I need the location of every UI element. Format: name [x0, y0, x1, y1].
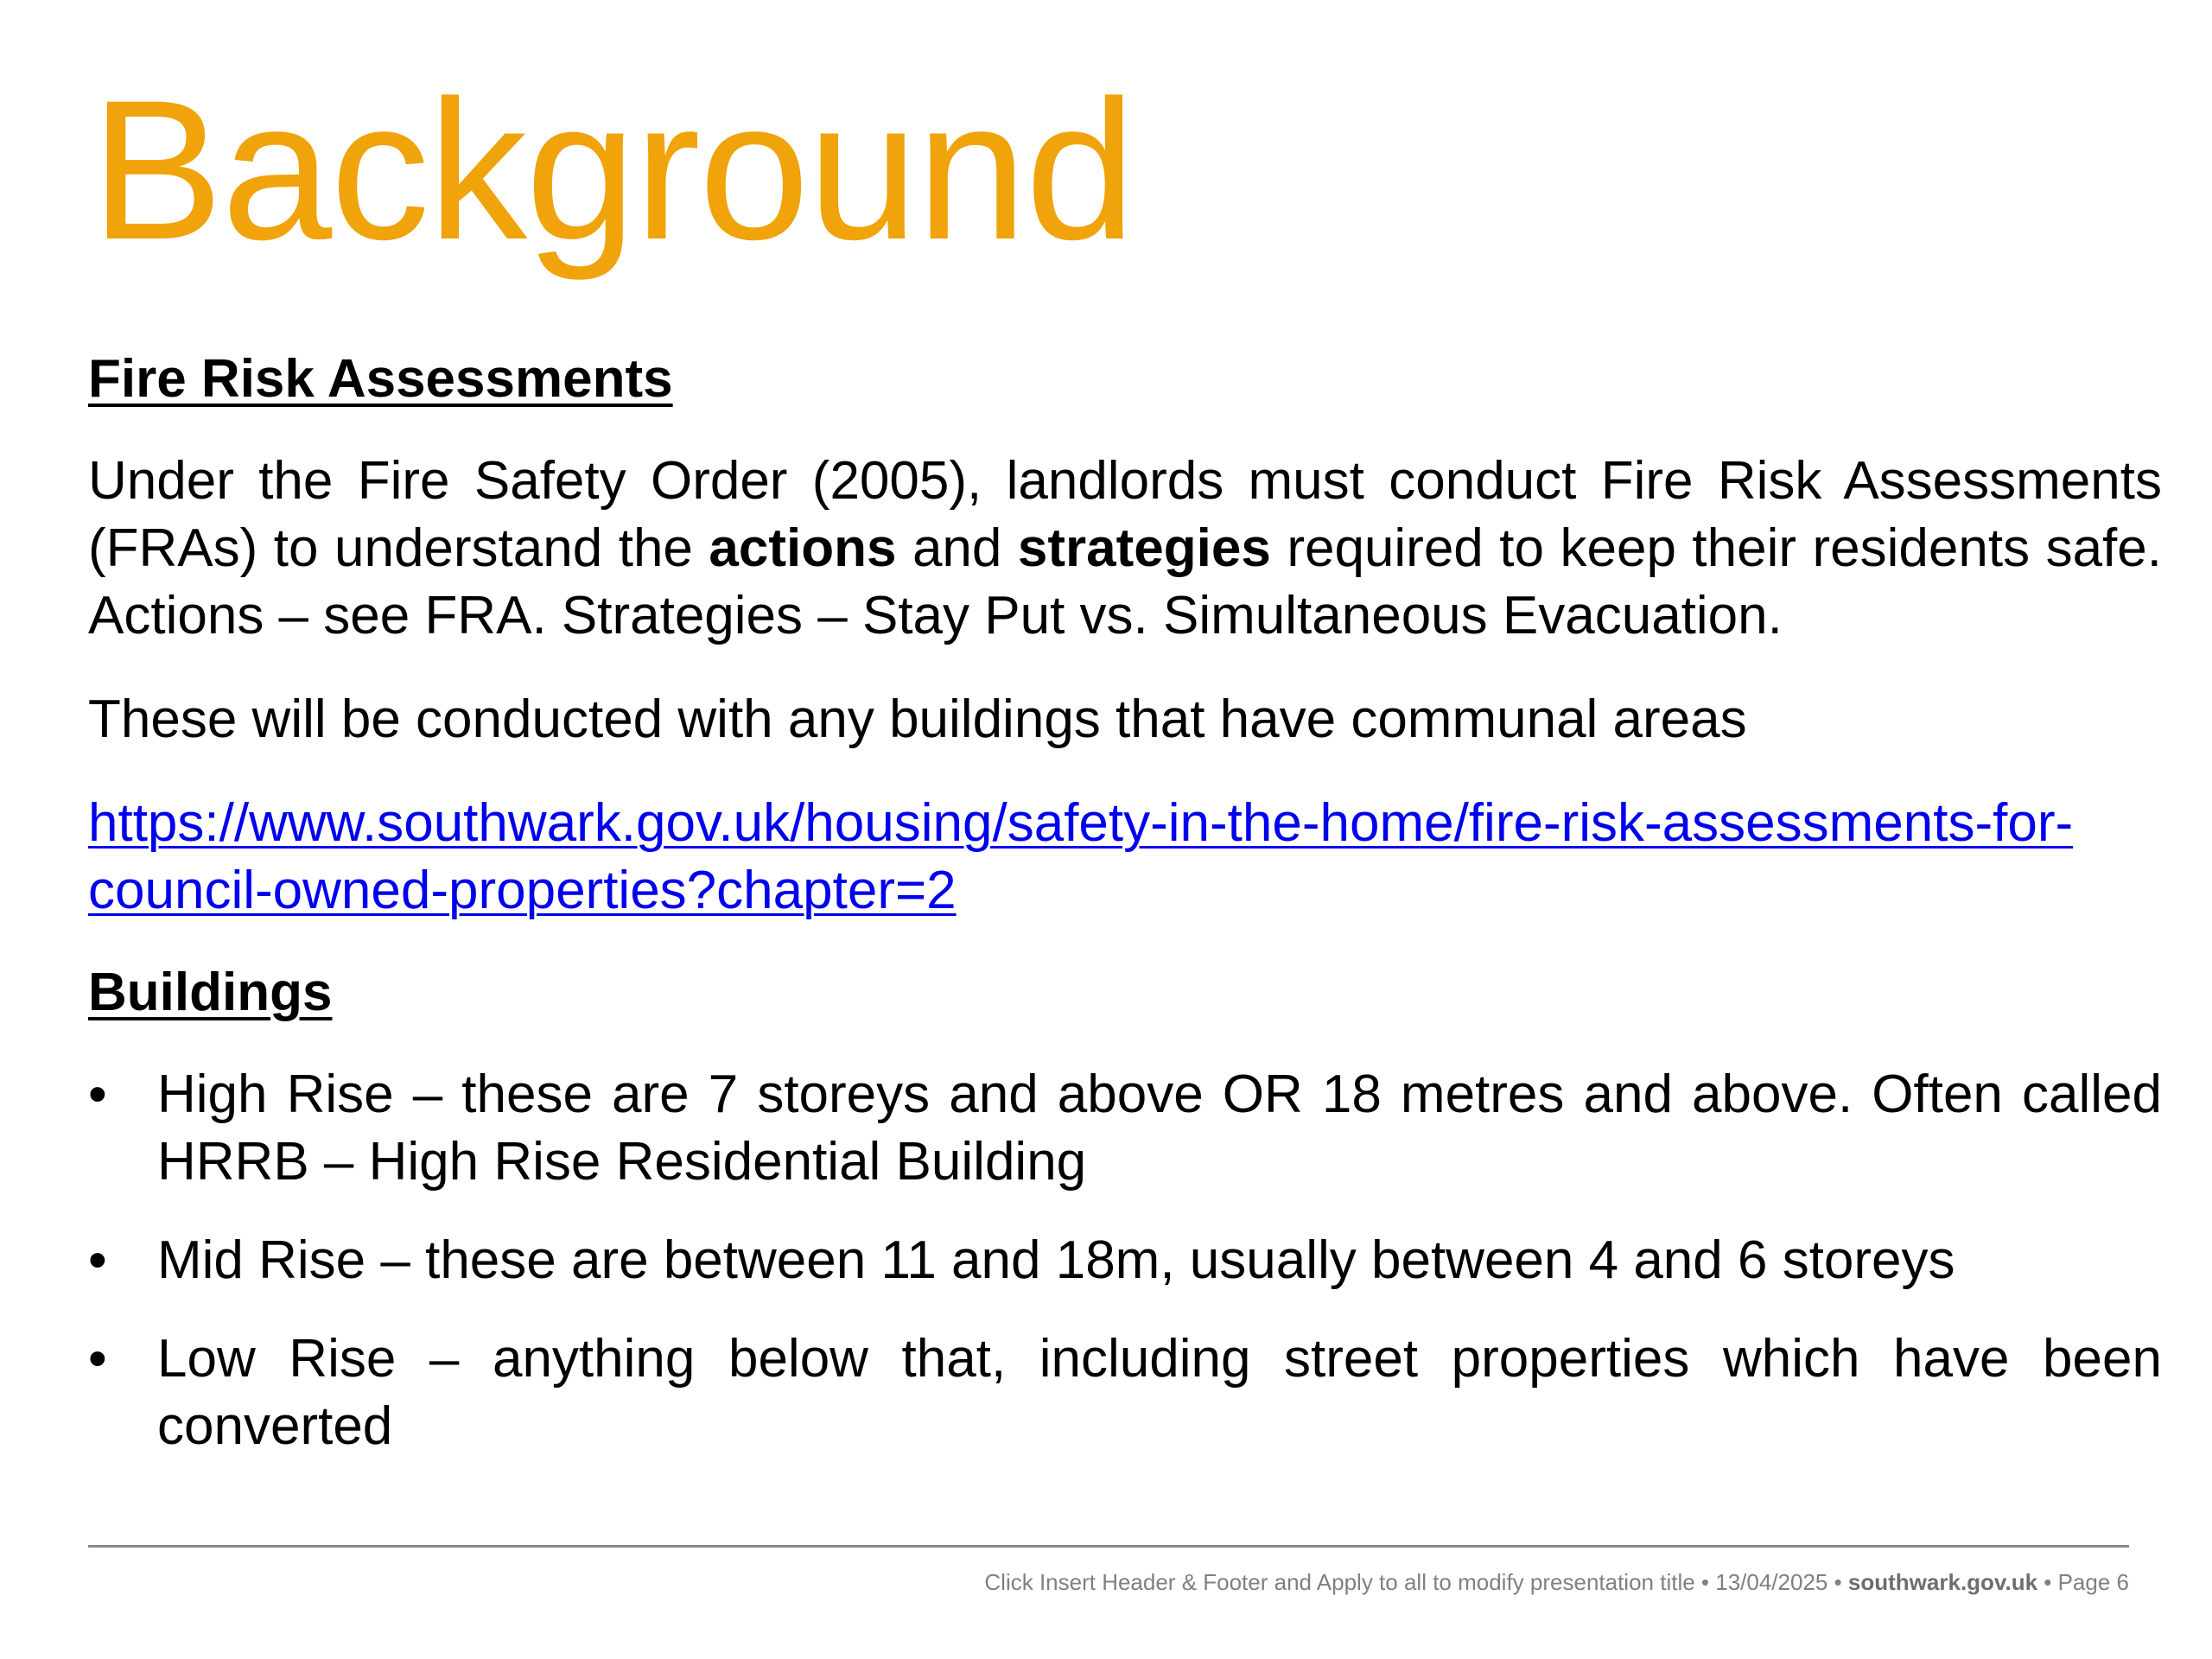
list-item-mid-rise	[88, 1227, 2162, 1294]
section-heading-buildings: Buildings	[88, 963, 333, 1022]
footer-divider	[88, 1545, 2129, 1548]
list-item-text: Mid Rise – these are between 11 and 18m, usually between 4 and 6 storeys	[157, 1230, 1955, 1290]
bullet-icon: •	[88, 1065, 107, 1124]
fra-description-paragraph	[88, 448, 2162, 650]
fra-text-part3: required to keep their residents safe. Actions – see FRA. Strategies – Stay Put vs. Simultaneous Evacuation.	[88, 518, 2162, 645]
buildings-list	[88, 1061, 2162, 1460]
communal-areas-paragraph: These will be conducted with any buildings that have communal areas	[88, 690, 1747, 749]
fra-bold-strategies: strategies	[1017, 518, 1271, 578]
slide-title: Background	[91, 59, 1135, 281]
list-item-text: Low Rise – anything below that, including street properties which have been converted	[157, 1329, 2162, 1456]
fra-text-part1: Under the Fire Safety Order (2005), landlords must conduct Fire Risk Assessments (FRAs) to understand the	[88, 451, 2162, 578]
footer-presentation-info: Click Insert Header & Footer and Apply to all to modify presentation title • 13/04/2025 •	[984, 1569, 1848, 1595]
fra-link-paragraph	[88, 790, 2162, 925]
list-item-text: High Rise – these are 7 storeys and above OR 18 metres and above. Often called HRRB – High Rise Residential Building	[157, 1065, 2162, 1192]
section-heading-fire-risk-assessments: Fire Risk Assessments	[88, 349, 673, 409]
fra-bold-actions: actions	[709, 518, 897, 578]
list-item-high-rise	[88, 1061, 2162, 1196]
footer-site-name: southwark.gov.uk	[1847, 1569, 2038, 1595]
fra-info-link[interactable]: https://www.southwark.gov.uk/housing/safety-in-the-home/fire-risk-assessments-for-council-owned-properties?chapter=2	[88, 793, 2074, 920]
list-item-low-rise	[88, 1325, 2162, 1460]
fra-text-part2: and	[896, 518, 1018, 578]
slide-footer	[984, 1569, 2129, 1596]
bullet-icon: •	[88, 1230, 107, 1290]
slide-content	[88, 346, 2162, 1491]
bullet-icon: •	[88, 1329, 107, 1389]
footer-page-number: • Page 6	[2037, 1569, 2129, 1595]
